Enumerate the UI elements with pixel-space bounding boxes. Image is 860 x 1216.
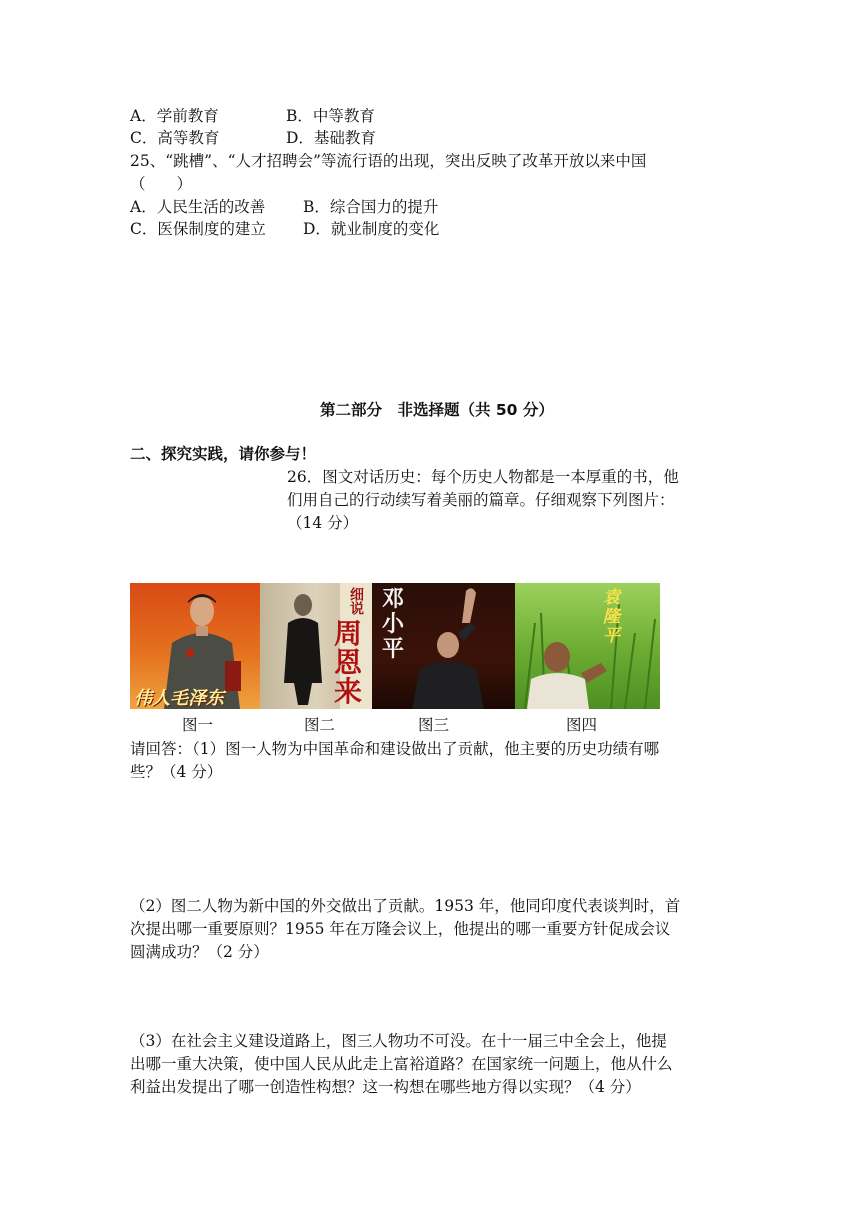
option-d-q25: D．就业制度的变化 (303, 220, 440, 238)
figure-four-cover-title: 袁隆平 (603, 588, 620, 646)
figure-four-image (515, 583, 660, 709)
question-25-blank: （ ） (130, 175, 193, 193)
option-c-q24: C．高等教育 (130, 129, 220, 147)
figure-two-cover-subtitle: 细说 (348, 587, 364, 615)
figure-one-cover-title: 伟人毛泽东 (134, 688, 224, 709)
figure-two-cover-title: 周恩来 (334, 617, 363, 708)
figure-three-image (372, 583, 515, 709)
question-26-intro-line2: 们用自己的行动续写着美丽的篇章。仔细观察下列图片： (287, 491, 675, 509)
option-b-q25: B．综合国力的提升 (303, 198, 439, 216)
caption-figure-four: 图四 (566, 716, 598, 734)
option-d-q24: D．基础教育 (286, 129, 376, 147)
caption-figure-one: 图一 (182, 716, 214, 734)
question-25-stem: 25、“跳槽”、“人才招聘会”等流行语的出现，突出反映了改革开放以来中国 (130, 152, 647, 170)
sub-question-3-line2: 出哪一重大决策，使中国人民从此走上富裕道路？在国家统一问题上，他从什么 (130, 1055, 673, 1073)
question-26-intro-line3: （14 分） (287, 514, 359, 532)
caption-figure-three: 图三 (418, 716, 450, 734)
figure-one-image (130, 583, 260, 709)
option-b-q24: B．中等教育 (286, 107, 375, 125)
sub-question-2-line2: 次提出哪一重要原则？1955 年在万隆会议上，他提出的哪一重要方针促成会议 (130, 920, 671, 938)
figure-three-cover-title: 邓小平 (382, 587, 405, 662)
question-26-intro-line1: 26．图文对话历史：每个历史人物都是一本厚重的书，他 (287, 468, 679, 486)
part-two-title: 第二部分 非选择题（共 50 分） (320, 401, 554, 419)
sub-question-2-line1: （2）图二人物为新中国的外交做出了贡献。1953 年，他同印度代表谈判时，首 (130, 897, 681, 915)
caption-figure-two: 图二 (304, 716, 336, 734)
sub-question-3-line1: （3）在社会主义建设道路上，图三人物功不可没。在十一届三中全会上，他提 (130, 1032, 667, 1050)
sub-question-1-line2: 些？（4 分） (130, 763, 223, 781)
option-c-q25: C．医保制度的建立 (130, 220, 266, 238)
option-a-q25: A．人民生活的改善 (130, 198, 266, 216)
section-heading: 二、探究实践，请你参与！ (130, 445, 317, 463)
option-a-q24: A．学前教育 (130, 107, 219, 125)
sub-question-3-line3: 利益出发提出了哪一创造性构想？这一构想在哪些地方得以实现？（4 分） (130, 1078, 641, 1096)
figure-two-image (260, 583, 372, 709)
sub-question-2-line3: 圆满成功？（2 分） (130, 943, 269, 961)
sub-question-1-line1: 请回答：（1）图一人物为中国革命和建设做出了贡献，他主要的历史功绩有哪 (130, 740, 660, 758)
